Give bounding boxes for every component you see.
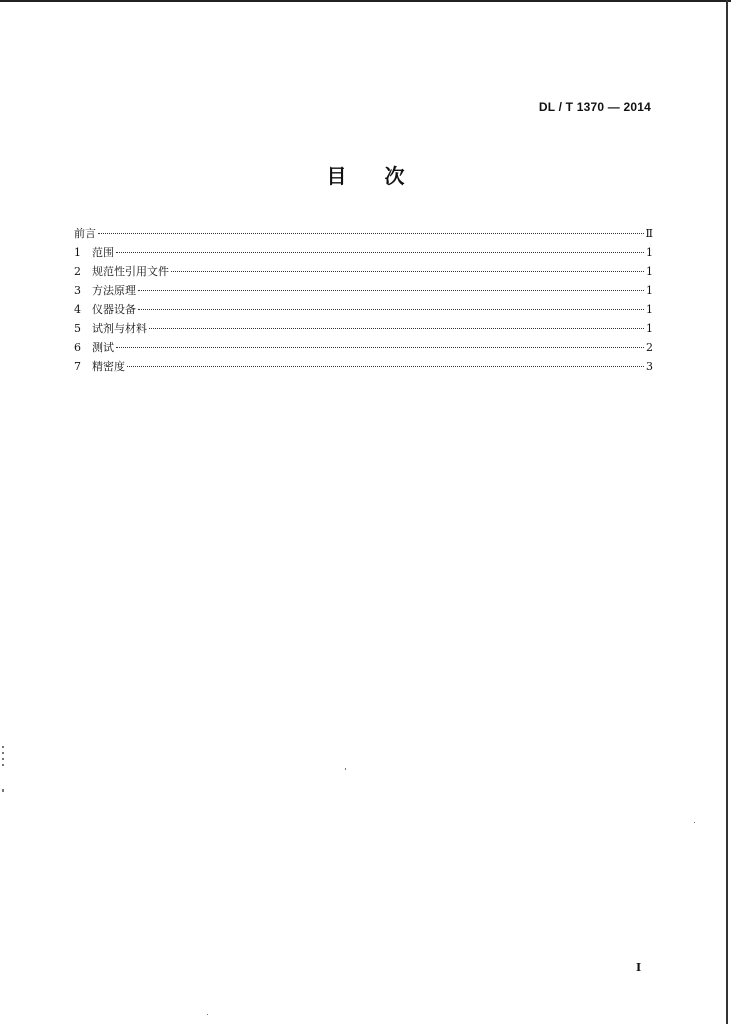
toc-entry-number: 6 bbox=[74, 341, 81, 354]
toc-entry-page: 3 bbox=[646, 360, 653, 373]
document-code: DL / T 1370 — 2014 bbox=[538, 100, 651, 114]
toc-entry-precision[interactable] bbox=[74, 357, 653, 376]
toc-entry-page: 1 bbox=[646, 265, 653, 278]
table-of-contents bbox=[74, 224, 653, 376]
toc-entry-label: 仪器设备 bbox=[92, 303, 136, 316]
page-number: I bbox=[636, 961, 642, 974]
toc-entry-scope[interactable] bbox=[74, 243, 653, 262]
toc-entry-label: 前言 bbox=[74, 227, 96, 240]
toc-leader-dots bbox=[127, 366, 644, 367]
toc-entry-label: 试剂与材料 bbox=[92, 322, 147, 335]
toc-leader-dots bbox=[149, 328, 644, 329]
toc-entry-label: 规范性引用文件 bbox=[92, 265, 169, 278]
toc-entry-number: 3 bbox=[74, 284, 81, 297]
toc-entry-label: 方法原理 bbox=[92, 284, 136, 297]
toc-leader-dots bbox=[98, 233, 644, 234]
toc-entry-preface[interactable] bbox=[74, 224, 653, 243]
toc-entry-page: 1 bbox=[646, 284, 653, 297]
page-right-border bbox=[726, 0, 728, 1024]
toc-entry-number: 2 bbox=[74, 265, 81, 278]
toc-entry-page: Ⅱ bbox=[645, 227, 653, 240]
toc-leader-dots bbox=[138, 290, 644, 291]
toc-leader-dots bbox=[171, 271, 644, 272]
scan-speck bbox=[207, 1014, 208, 1015]
toc-entry-number: 4 bbox=[74, 303, 81, 316]
scan-speck bbox=[345, 768, 346, 770]
scan-speck bbox=[694, 822, 695, 823]
scan-speck bbox=[2, 758, 4, 760]
toc-entry-normative-references[interactable] bbox=[74, 262, 653, 281]
toc-entry-testing[interactable] bbox=[74, 338, 653, 357]
toc-entry-number: 1 bbox=[74, 246, 81, 259]
toc-entry-label: 测试 bbox=[92, 341, 114, 354]
toc-entry-label: 范围 bbox=[92, 246, 114, 259]
scan-speck bbox=[2, 764, 4, 766]
toc-entry-page: 2 bbox=[646, 341, 653, 354]
toc-entry-reagents-materials[interactable] bbox=[74, 319, 653, 338]
toc-entry-number: 5 bbox=[74, 322, 81, 335]
toc-leader-dots bbox=[116, 347, 644, 348]
page-title: 目次 bbox=[326, 164, 443, 188]
toc-entry-page: 1 bbox=[646, 246, 653, 259]
scan-speck bbox=[2, 789, 4, 792]
toc-entry-page: 1 bbox=[646, 322, 653, 335]
scan-speck bbox=[2, 752, 4, 754]
toc-leader-dots bbox=[138, 309, 644, 310]
toc-entry-page: 1 bbox=[646, 303, 653, 316]
toc-entry-number: 7 bbox=[74, 360, 81, 373]
toc-entry-apparatus[interactable] bbox=[74, 300, 653, 319]
page-top-border bbox=[0, 0, 731, 2]
toc-entry-label: 精密度 bbox=[92, 360, 125, 373]
scan-speck bbox=[2, 746, 4, 748]
toc-entry-method-principle[interactable] bbox=[74, 281, 653, 300]
toc-leader-dots bbox=[116, 252, 644, 253]
